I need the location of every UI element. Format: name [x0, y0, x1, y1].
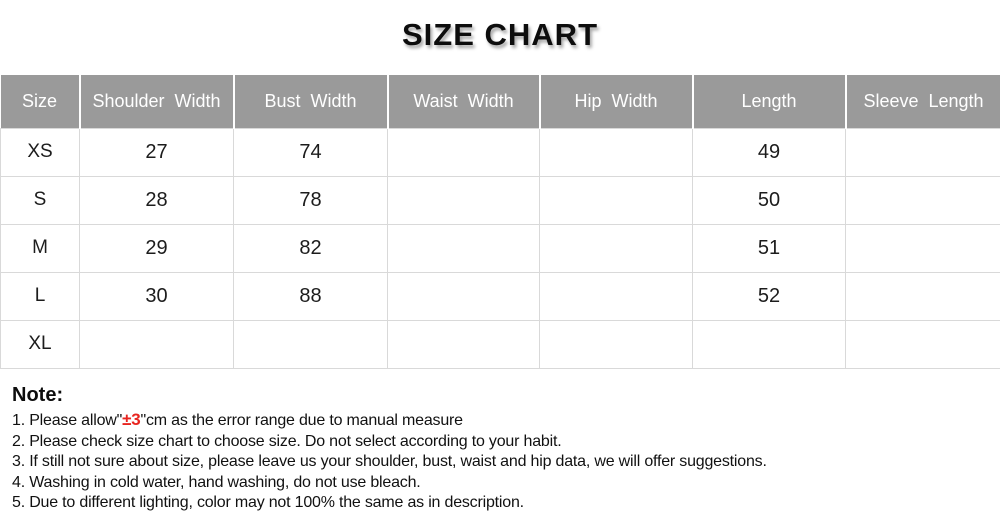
table-cell — [846, 176, 1000, 224]
table-cell: 51 — [693, 224, 846, 272]
table-cell — [388, 224, 540, 272]
header-cell-hip-width: Hip Width — [540, 75, 693, 128]
size-label-cell: S — [1, 176, 80, 224]
notes-heading: Note: — [12, 384, 64, 406]
error-range-value: ±3 — [122, 410, 141, 429]
table-cell — [540, 272, 693, 320]
table-row-xs — [1, 128, 1000, 176]
note-item-1 — [12, 410, 992, 431]
note-text: "cm as the error range due to manual measure — [140, 412, 463, 429]
table-cell — [540, 320, 693, 368]
table-cell — [388, 128, 540, 176]
table-cell — [388, 176, 540, 224]
note-item-3 — [12, 451, 992, 472]
table-cell: 78 — [234, 176, 388, 224]
table-row-s — [1, 176, 1000, 224]
header-row — [1, 75, 1000, 128]
header-cell-bust-width: Bust Width — [234, 75, 388, 128]
table-cell: 30 — [80, 272, 234, 320]
note-item-2 — [12, 431, 992, 452]
table-cell — [846, 320, 1000, 368]
table-row-xl — [1, 320, 1000, 368]
table-cell: 29 — [80, 224, 234, 272]
note-text: 4. Washing in cold water, hand washing, do not use bleach. — [12, 473, 421, 491]
note-text: 5. Due to different lighting, color may not 100% the same as in description. — [12, 494, 524, 511]
table-cell: 74 — [234, 128, 388, 176]
header-cell-length: Length — [693, 75, 846, 128]
header-cell-sleeve-length: Sleeve Length — [846, 75, 1000, 128]
note-text: 2. Please check size chart to choose size. Do not select according to your habit. — [12, 432, 562, 450]
page-title: SIZE CHART — [402, 17, 598, 52]
table-cell: 88 — [234, 272, 388, 320]
table-row-l — [1, 272, 1000, 320]
table-cell: 82 — [234, 224, 388, 272]
table-cell — [540, 128, 693, 176]
header-cell-shoulder-width: Shoulder Width — [80, 75, 234, 128]
table-cell — [540, 224, 693, 272]
size-label-cell: XL — [1, 320, 80, 368]
size-label-cell: XS — [1, 128, 80, 176]
table-cell — [693, 320, 846, 368]
table-cell — [846, 224, 1000, 272]
table-cell: 50 — [693, 176, 846, 224]
notes-section — [12, 384, 992, 513]
table-cell — [388, 272, 540, 320]
note-text: 3. If still not sure about size, please leave us your shoulder, bust, waist and hip data, we will offer suggestions. — [12, 453, 767, 470]
table-cell: 49 — [693, 128, 846, 176]
note-item-4 — [12, 472, 992, 493]
note-item-5 — [12, 492, 992, 513]
header-cell-size: Size — [1, 75, 80, 128]
table-cell — [388, 320, 540, 368]
note-text: 1. Please allow" — [12, 412, 123, 429]
table-row-m — [1, 224, 1000, 272]
table-cell — [540, 176, 693, 224]
header-cell-waist-width: Waist Width — [388, 75, 540, 128]
size-chart-table — [0, 75, 1000, 369]
table-cell: 52 — [693, 272, 846, 320]
size-label-cell: L — [1, 272, 80, 320]
size-label-cell: M — [1, 224, 80, 272]
table-cell: 28 — [80, 176, 234, 224]
table-cell — [846, 128, 1000, 176]
table-cell — [234, 320, 388, 368]
table-cell — [80, 320, 234, 368]
table-cell — [846, 272, 1000, 320]
table-cell: 27 — [80, 128, 234, 176]
